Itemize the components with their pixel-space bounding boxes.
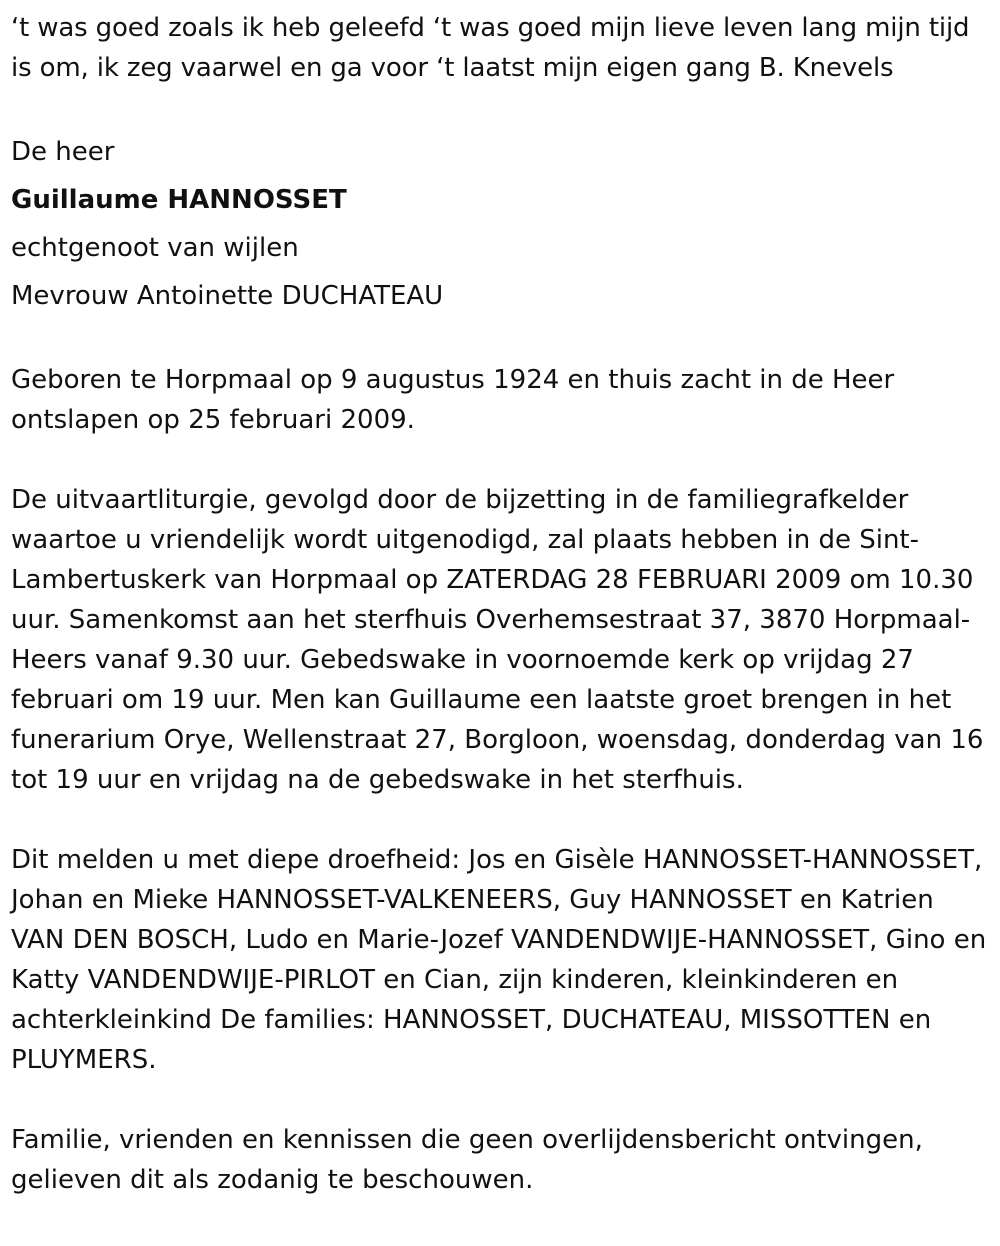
opening-quote: ‘t was goed zoals ik heb geleefd ‘t was goed mijn lieve leven lang mijn tijd is om, ik zeg vaarwel en ga voor ‘t laatst mijn eigen gang B. Knevels xyxy=(11,13,970,83)
spouse-relation: echtgenoot van wijlen xyxy=(11,233,299,263)
birth-death-paragraph: Geboren te Horpmaal op 9 augustus 1924 en thuis zacht in de Heer ontslapen op 25 februari 2009. xyxy=(11,365,895,435)
deceased-name: Guillaume HANNOSSET xyxy=(11,185,347,215)
spouse-name: Mevrouw Antoinette DUCHATEAU xyxy=(11,281,444,311)
family-paragraph: Dit melden u met diepe droefheid: Jos en Gisèle HANNOSSET-HANNOSSET, Johan en Mieke HANNOSSET-VALKENEERS, Guy HANNOSSET en Katrien VAN DEN BOSCH, Ludo en Marie-Jozef VANDENDWIJE-HANNOSSET, Gino en Katty VANDENDWIJE-PIRLOT en Cian, zijn kinderen, kleinkinderen en achterkleinkind De families: HANNOSSET, DUCHATEAU, MISSOTTEN en PLUYMERS. xyxy=(11,845,987,1075)
salutation: De heer xyxy=(11,137,115,167)
obituary-document xyxy=(11,8,993,1200)
closing-paragraph: Familie, vrienden en kennissen die geen overlijdensbericht ontvingen, gelieven dit als zodanig te beschouwen. xyxy=(11,1125,923,1195)
funeral-info-paragraph: De uitvaartliturgie, gevolgd door de bijzetting in de familiegrafkelder waartoe u vriendelijk wordt uitgenodigd, zal plaats hebben in de Sint-Lambertuskerk van Horpmaal op ZATERDAG 28 FEBRUARI 2009 om 10.30 uur. Samenkomst aan het sterfhuis Overhemsestraat 37, 3870 Horpmaal-Heers vanaf 9.30 uur. Gebedswake in voornoemde kerk op vrijdag 27 februari om 19 uur. Men kan Guillaume een laatste groet brengen in het funerarium Orye, Wellenstraat 27, Borgloon, woensdag, donderdag van 16 tot 19 uur en vrijdag na de gebedswake in het sterfhuis. xyxy=(11,485,984,795)
